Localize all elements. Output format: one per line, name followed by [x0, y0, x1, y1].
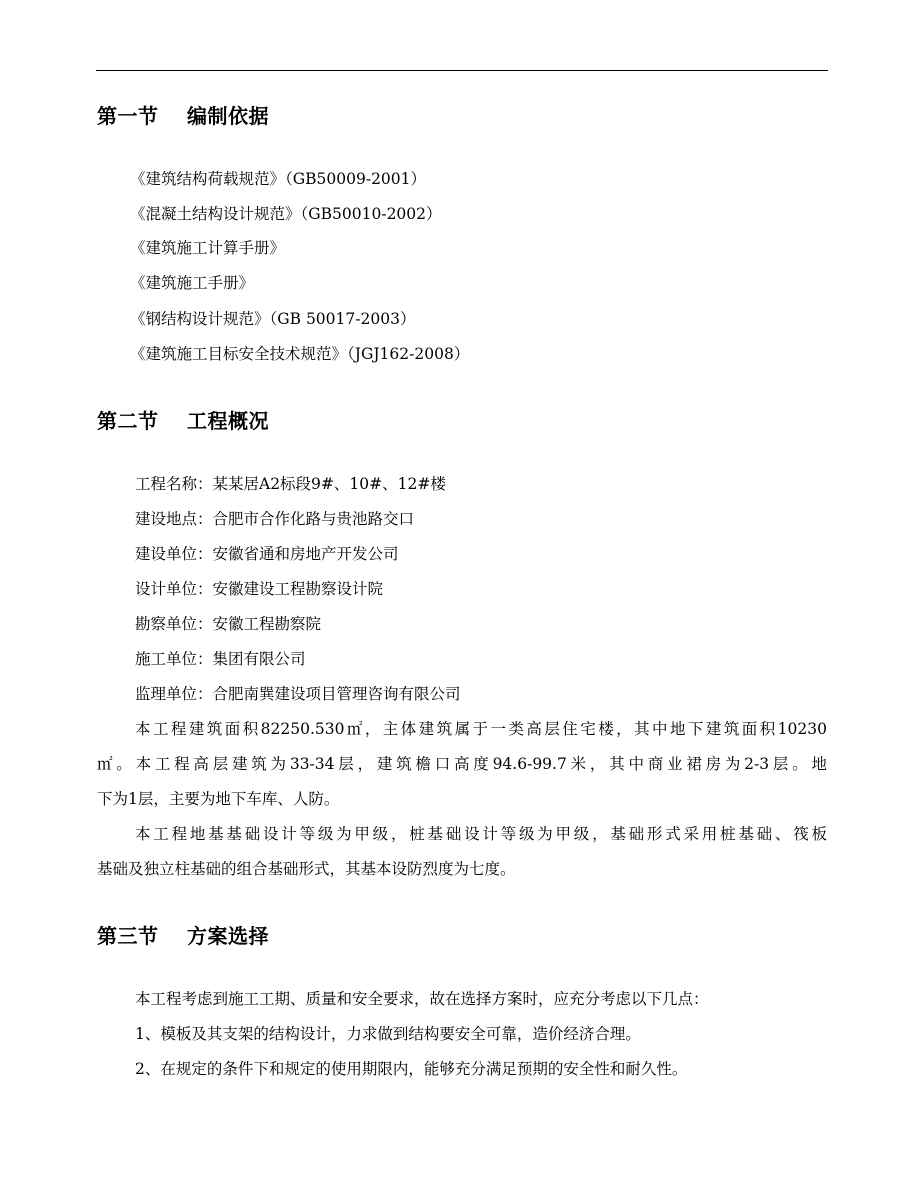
reference-item: 《建筑施工计算手册》 — [130, 239, 286, 257]
reference-item: 《建筑结构荷载规范》（GB50009-2001） — [130, 170, 427, 188]
scheme-line: 1、模板及其支架的结构设计，力求做到结构要安全可靠，造价经济合理。 — [135, 1025, 641, 1043]
section-3-number: 第三节 — [97, 924, 159, 948]
project-field: 建设单位：安徽省通和房地产开发公司 — [135, 545, 399, 563]
foundation-paragraph-line: 本工程地基基础设计等级为甲级，桩基础设计等级为甲级，基础形式采用桩基础、筏板 — [135, 825, 827, 843]
section-1-title: 编制依据 — [187, 104, 269, 128]
foundation-paragraph-line: 基础及独立柱基础的组合基础形式，其基本设防烈度为七度。 — [97, 860, 516, 878]
project-field: 监理单位：合肥南巽建设项目管理咨询有限公司 — [135, 685, 461, 703]
reference-item: 《建筑施工目标安全技术规范》（JGJ162-2008） — [130, 345, 470, 363]
project-field: 勘察单位：安徽工程勘察院 — [135, 615, 322, 633]
section-2-heading — [97, 405, 269, 434]
project-field: 施工单位：集团有限公司 — [135, 650, 306, 668]
reference-item: 《混凝土结构设计规范》（GB50010-2002） — [130, 205, 442, 223]
overview-paragraph-line: ㎡。本工程高层建筑为33-34层，建筑檐口高度94.6-99.7米，其中商业裙房为2-3层。地 — [97, 755, 827, 773]
project-field: 工程名称：某某居A2标段9#、10#、12#楼 — [135, 475, 446, 493]
reference-item: 《建筑施工手册》 — [130, 274, 255, 292]
header-rule — [96, 70, 828, 71]
section-1-number: 第一节 — [97, 104, 159, 128]
section-3-title: 方案选择 — [187, 924, 269, 948]
overview-paragraph-line: 下为1层，主要为地下车库、人防。 — [97, 790, 340, 808]
section-2-title: 工程概况 — [187, 409, 269, 433]
project-field: 建设地点：合肥市合作化路与贵池路交口 — [135, 510, 415, 528]
section-2-number: 第二节 — [97, 409, 159, 433]
section-3-heading — [97, 920, 269, 949]
section-1-heading — [97, 100, 269, 129]
project-field: 设计单位：安徽建设工程勘察设计院 — [135, 580, 384, 598]
reference-item: 《钢结构设计规范》（GB 50017-2003） — [130, 310, 416, 328]
overview-paragraph-line: 本工程建筑面积82250.530㎡，主体建筑属于一类高层住宅楼，其中地下建筑面积10230 — [135, 720, 827, 738]
scheme-line: 本工程考虑到施工工期、质量和安全要求，故在选择方案时，应充分考虑以下几点： — [135, 990, 709, 1008]
scheme-line: 2、在规定的条件下和规定的使用期限内，能够充分满足预期的安全性和耐久性。 — [135, 1060, 688, 1078]
